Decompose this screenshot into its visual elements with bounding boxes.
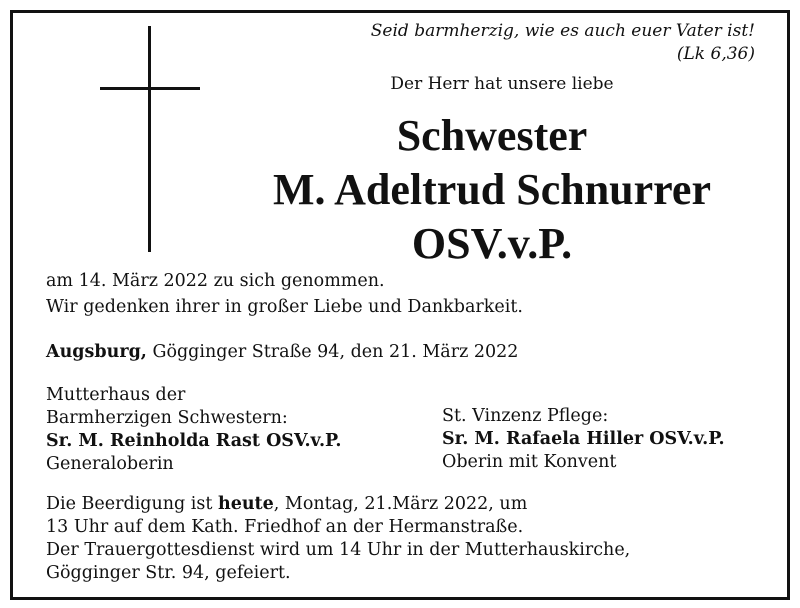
intro-text: Der Herr hat unsere liebe: [390, 74, 614, 94]
funeral-line-3: Der Trauergottesdienst wird um 14 Uhr in der Mutterhauskirche,: [46, 540, 631, 560]
funeral-today: heute: [217, 494, 274, 514]
address-date: Gögginger Straße 94, den 21. März 2022: [146, 342, 519, 362]
deceased-name: M. Adeltrud Schnurrer: [273, 165, 711, 214]
left-signer-role: Generaloberin: [46, 454, 174, 474]
city: Augsburg,: [46, 342, 147, 362]
funeral-line-2: 13 Uhr auf dem Kath. Friedhof an der Hermanstraße.: [46, 517, 524, 537]
cross-vertical-bar: [148, 26, 151, 252]
funeral-post: , Montag, 21.März 2022, um: [273, 494, 528, 514]
bible-quote: [371, 20, 755, 66]
quote-text: Seid barmherzig, wie es auch euer Vater ist!: [370, 21, 755, 41]
left-signature: [46, 384, 341, 476]
title-line-1: Schwester: [396, 111, 588, 160]
right-org-line: St. Vinzenz Pflege:: [442, 406, 609, 426]
right-signer-name: Sr. M. Rafaela Hiller OSV.v.P.: [442, 429, 725, 449]
place-date-line: [46, 341, 518, 364]
death-date-line: am 14. März 2022 zu sich genommen.: [46, 271, 385, 291]
right-signature: [442, 405, 725, 474]
remembrance-line: Wir gedenken ihrer in großer Liebe und Dankbarkeit.: [46, 297, 523, 317]
cross-horizontal-bar: [100, 87, 200, 90]
order-abbreviation: OSV.v.P.: [411, 219, 573, 268]
left-org-line-2: Barmherzigen Schwestern:: [46, 408, 288, 428]
funeral-line-4: Gögginger Str. 94, gefeiert.: [46, 563, 291, 583]
funeral-line-1: [46, 493, 527, 516]
left-signer-name: Sr. M. Reinholda Rast OSV.v.P.: [46, 431, 342, 451]
left-org-line-1: Mutterhaus der: [46, 385, 186, 405]
funeral-pre: Die Beerdigung ist: [46, 494, 218, 514]
right-signer-role: Oberin mit Konvent: [442, 452, 617, 472]
quote-reference: (Lk 6,36): [676, 44, 755, 64]
